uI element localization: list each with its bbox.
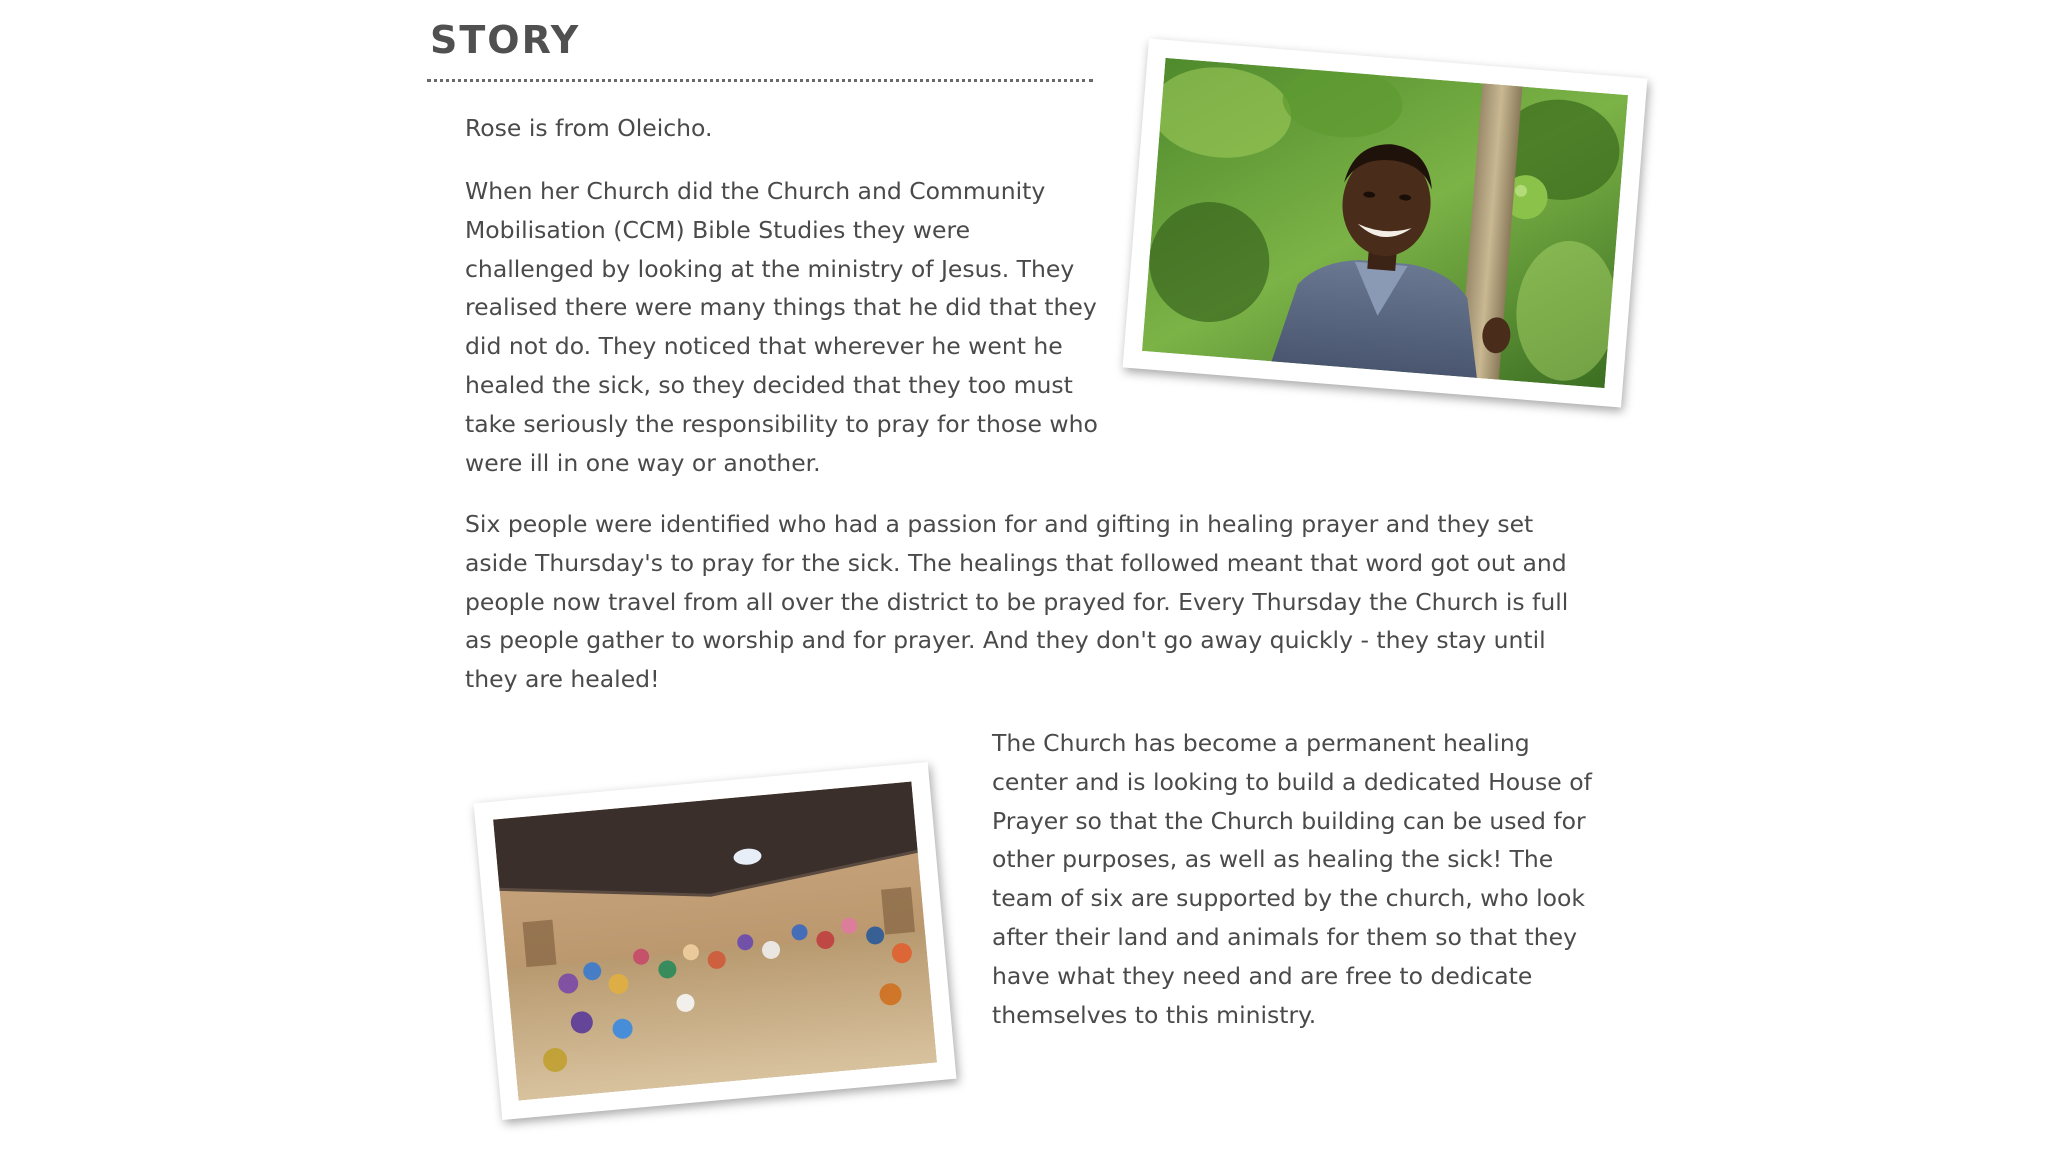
paragraph-ccm: When her Church did the Church and Community Mobilisation (CCM) Bible Studies they were challenged by looking at the ministry of Jesus. They realised there were many things that he did that they did not do. They noticed that wherever he went he healed the sick, so they decided that they too must take seriously the responsibility to pray for those who were ill in one way or another.	[465, 177, 1098, 477]
section-heading: STORY	[430, 18, 581, 62]
paragraph-six-people: Six people were identified who had a passion for and gifting in healing prayer and they set aside Thursday's to pray for the sick. The healings that followed meant that word got out and people now travel from all over the district to be prayed for. Every Thursday the Church is full as people gather to worship and for prayer. And they don't go away quickly - they stay until they are healed!	[465, 510, 1569, 694]
photo-rose-portrait	[1123, 38, 1648, 407]
photo-church-gathering	[474, 762, 957, 1120]
dotted-divider	[427, 79, 1093, 82]
portrait-image	[1142, 58, 1628, 388]
paragraph-intro: Rose is from Oleicho.	[465, 114, 713, 142]
church-interior-image	[493, 782, 937, 1101]
paragraph-house-of-prayer: The Church has become a permanent healing center and is looking to build a dedicated House of Prayer so that the Church building can be used for other purposes, as well as healing the sick! The team of six are supported by the church, who look after their land and animals for them so that they have what they need and are free to dedicate themselves to this ministry.	[992, 729, 1592, 1029]
